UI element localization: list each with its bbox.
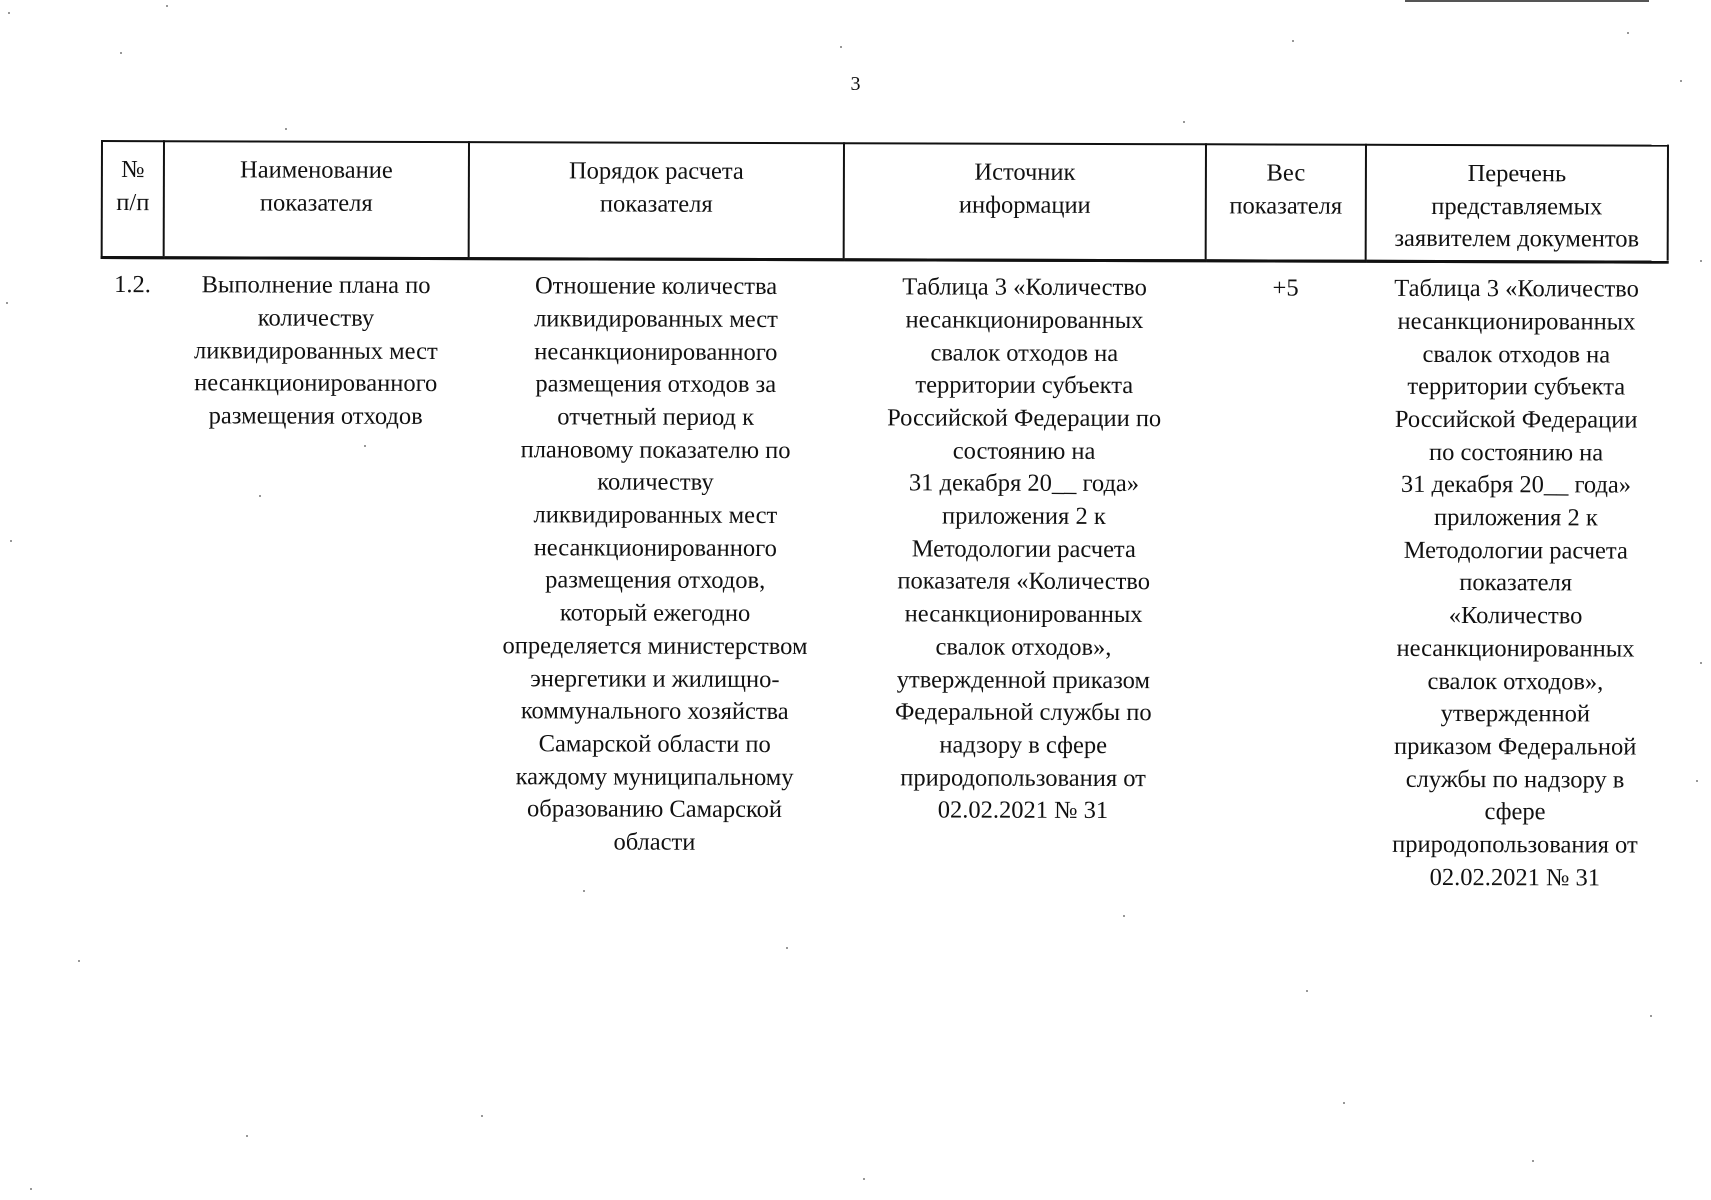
header-cell-name <box>164 141 469 259</box>
indicator-weight: +5 <box>1272 274 1299 302</box>
scan-speck <box>259 495 261 497</box>
indicator-table-container <box>99 140 1667 895</box>
indicator-table <box>99 140 1669 895</box>
scan-speck <box>1343 1102 1345 1104</box>
cell-name <box>162 258 469 892</box>
scan-speck <box>1696 780 1698 782</box>
scan-speck <box>6 302 8 304</box>
header-cell-source <box>844 143 1206 261</box>
scan-speck <box>10 540 12 542</box>
scan-speck <box>583 890 585 892</box>
scan-speck <box>1650 1015 1652 1017</box>
scan-speck <box>481 1115 483 1117</box>
header-calculation-label: Порядок расчета показателя <box>568 157 744 218</box>
scan-speck <box>1183 121 1185 123</box>
header-cell-calculation <box>469 142 844 260</box>
top-edge-rule <box>1405 0 1649 2</box>
scan-speck <box>840 46 842 48</box>
scan-speck <box>120 52 122 54</box>
scan-speck <box>8 12 10 14</box>
scan-speck <box>166 5 168 7</box>
header-weight-label: Вес показателя <box>1229 159 1343 220</box>
header-row <box>102 141 1668 262</box>
calculation-method: Отношение количества ликвидированных мест несанкционированного размещения отходов за отчетный период к плановому показателю по количеству ликвидированных мест несанкционированного размещения отходов, который ежегодно определяется министерством энергетики и жилищно- коммунального хозяйства Самарской области по каждому муниципальному образованию Самарской области <box>502 272 808 856</box>
page-number: 3 <box>850 73 861 95</box>
cell-source <box>842 260 1206 894</box>
scan-speck <box>1306 990 1308 992</box>
header-cell-weight <box>1206 144 1366 261</box>
table-row <box>100 258 1668 896</box>
scan-speck <box>1123 915 1125 917</box>
indicator-name: Выполнение плана по количеству ликвидированных мест несанкционированного размещения отходов <box>193 271 438 430</box>
table-body <box>100 258 1668 896</box>
cell-number <box>100 258 164 891</box>
scan-speck <box>786 947 788 949</box>
scan-speck <box>1700 662 1702 664</box>
information-source: Таблица 3 «Количество несанкционированных свалок отходов на территории субъекта Российской Федерации по состоянию на 31 декабря 20__ года» приложения 2 к Методологии расчета показателя «Количество несанкционированных свалок отходов», утвержденной приказом Федеральной службы по надзору в сфере природопользования от 02.02.2021 № 31 <box>887 273 1162 825</box>
header-source-label: Источник информации <box>958 158 1091 219</box>
scan-speck <box>1700 260 1702 262</box>
required-documents: Таблица 3 «Количество несанкционированных свалок отходов на территории субъекта Российской Федерации по состоянию на 31 декабря 20__ года» приложения 2 к Методологии расчета показателя «Количество несанкционированных свалок отходов», утвержденной приказом Федеральной службы по надзору в сфере природопользования от 02.02.2021 № 31 <box>1392 274 1639 892</box>
cell-weight <box>1204 261 1366 894</box>
scan-speck <box>30 1188 32 1190</box>
table-header <box>102 141 1668 262</box>
header-number-label: № п/п <box>116 156 150 216</box>
row-number: 1.2. <box>114 271 151 299</box>
scan-speck <box>1627 32 1629 34</box>
scan-speck <box>364 445 366 447</box>
scan-speck <box>1532 1160 1534 1162</box>
scan-speck <box>78 960 80 962</box>
cell-documents <box>1364 261 1668 895</box>
header-documents-label: Перечень представляемых заявителем документов <box>1394 160 1640 253</box>
scan-speck <box>863 1178 865 1180</box>
cell-calculation <box>467 259 844 893</box>
scan-speck <box>285 128 287 130</box>
scan-speck <box>1292 40 1294 42</box>
scan-speck <box>246 1135 248 1137</box>
header-cell-number <box>102 141 164 258</box>
header-name-label: Наименование показателя <box>240 156 393 217</box>
scan-speck <box>1680 80 1682 82</box>
header-cell-documents <box>1366 145 1668 263</box>
